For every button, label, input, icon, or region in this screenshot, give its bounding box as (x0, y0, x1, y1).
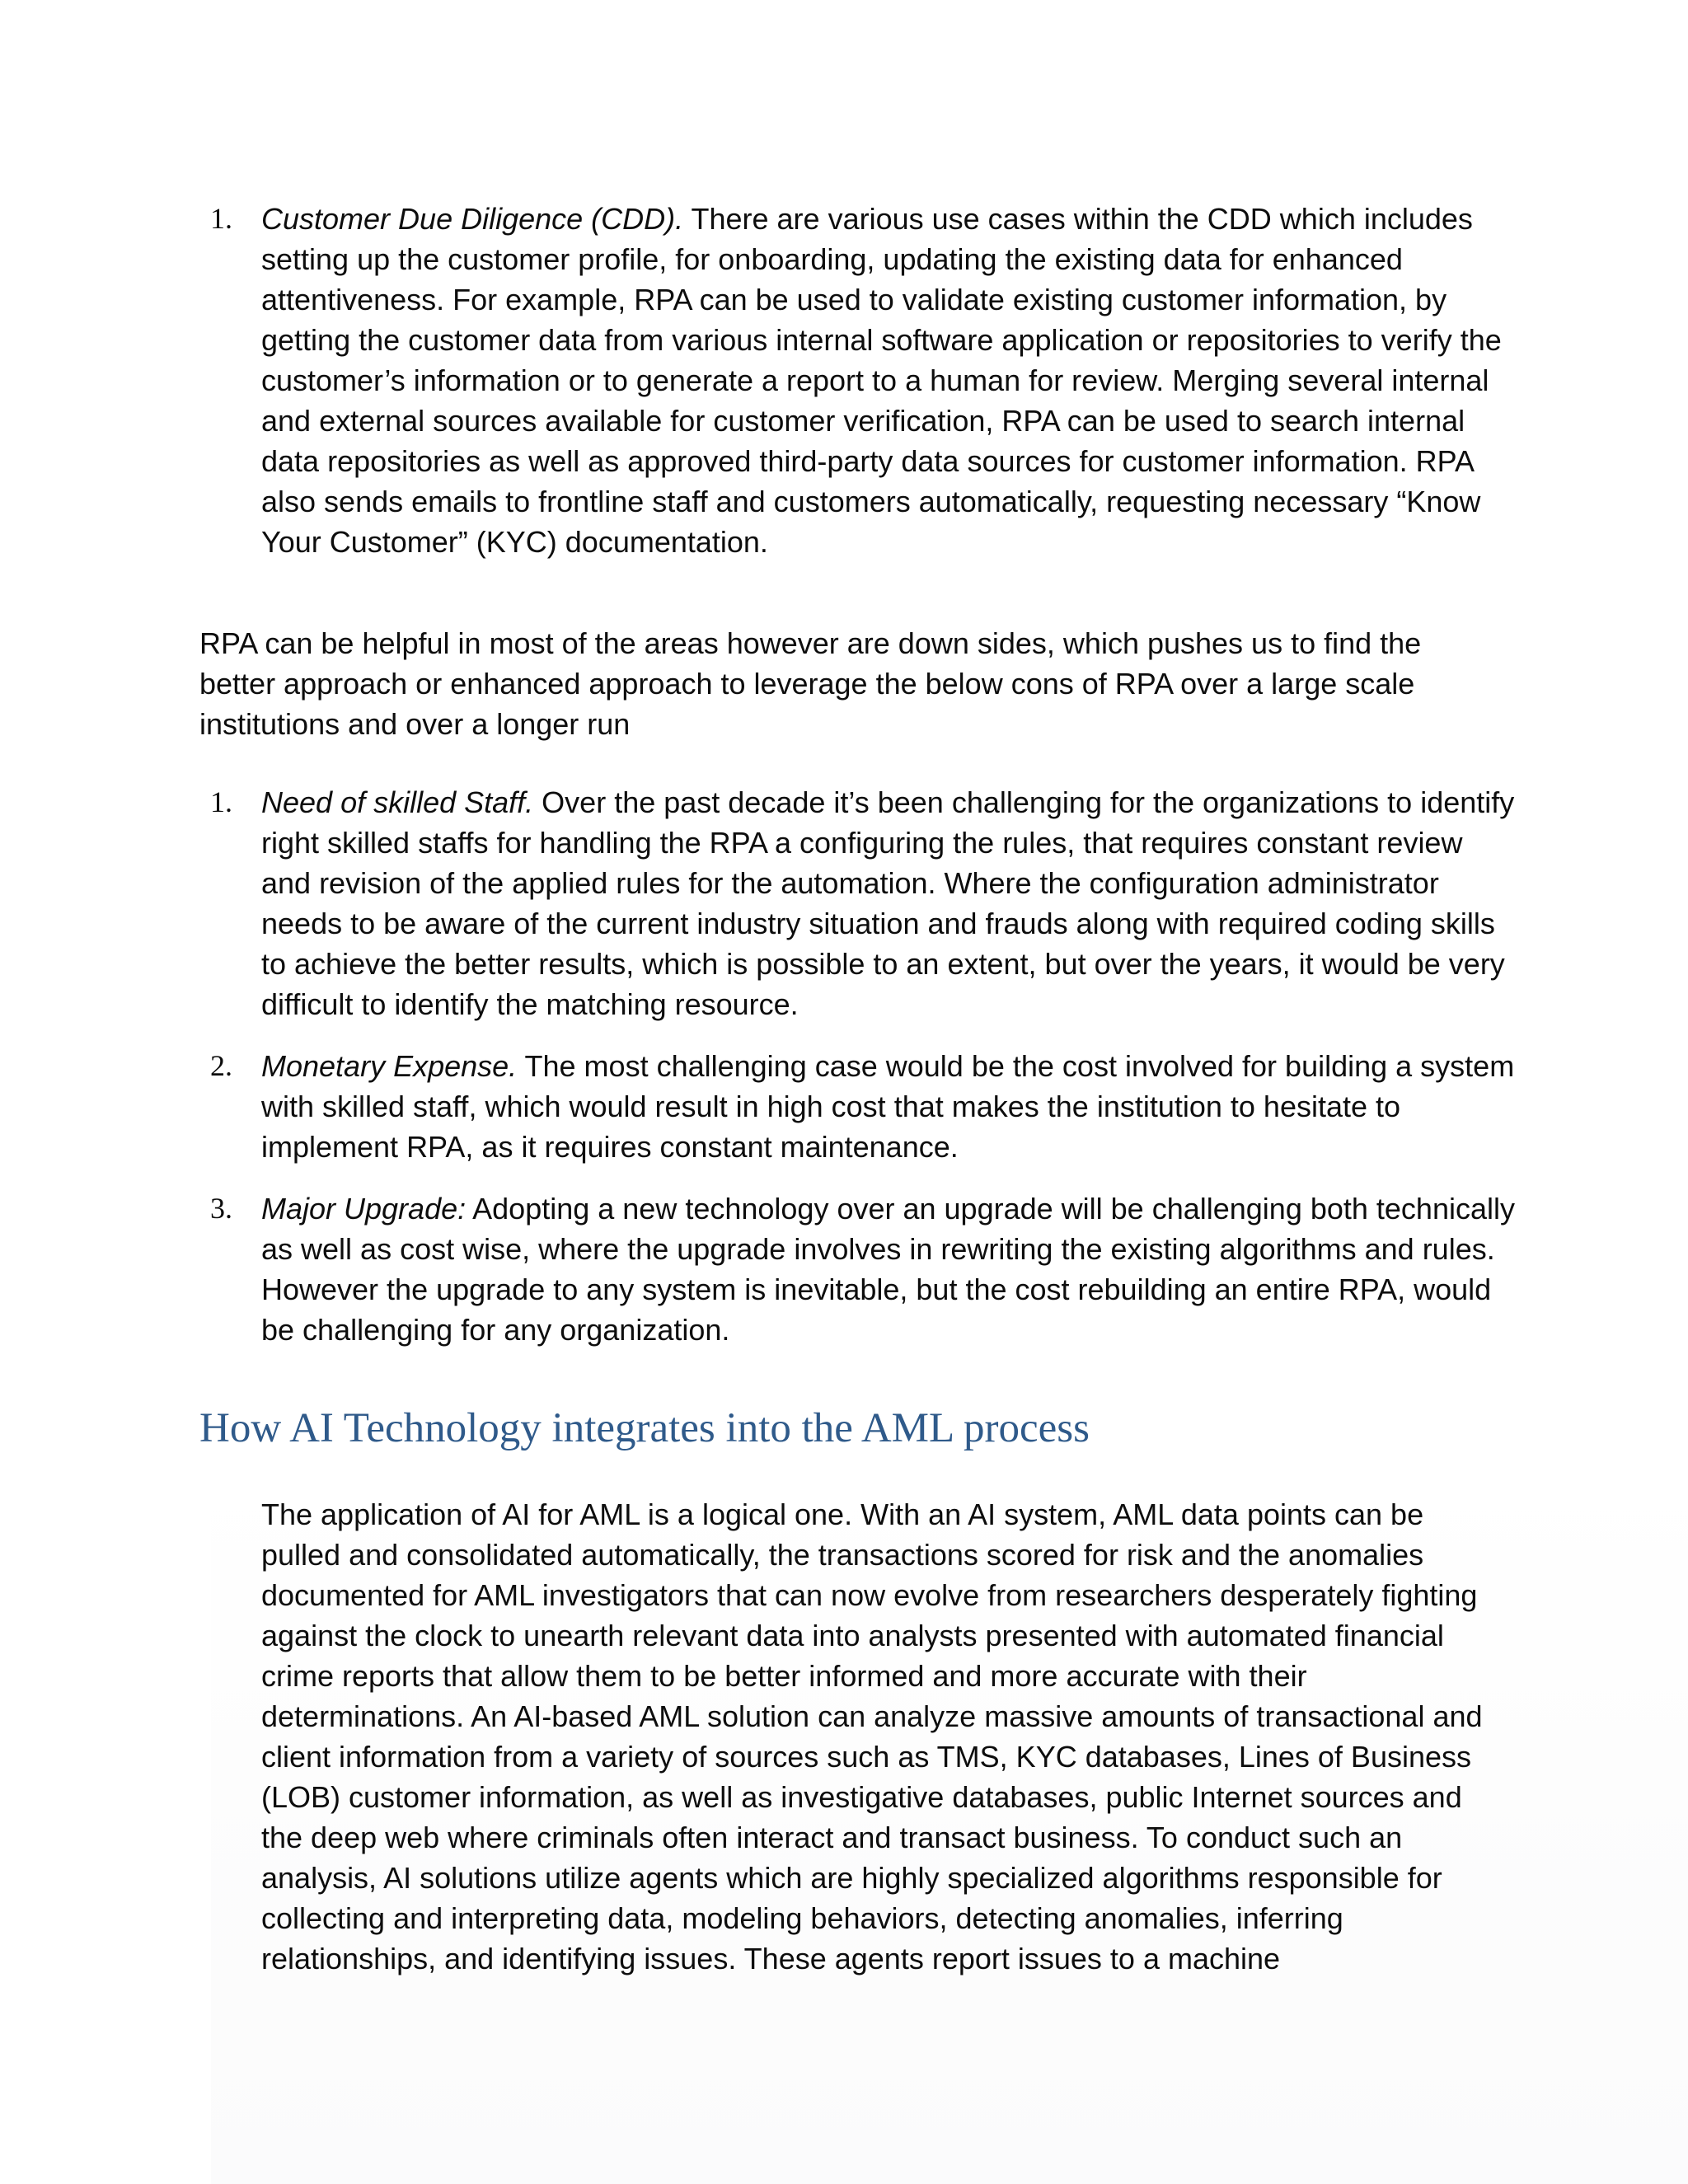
list-item-term: Monetary Expense. (261, 1049, 518, 1083)
list-item-text: There are various use cases within the CDD which includes setting up the customer profile, for onboarding, updating the existing data for enhanced attentiveness. For example, RPA can be used to validate existing customer information, by getting the customer data from various internal software application or repositories to verify the customer’s information or to generate a report to a human for review. Merging several internal and external sources available for customer verification, RPA can be used to search internal data repositories as well as approved third-party data sources for customer information. RPA also sends emails to frontline staff and customers automatically, requesting necessary “Know Your Customer” (KYC) documentation. (261, 202, 1502, 559)
list-item (200, 1188, 1519, 1350)
list-item-text: The most challenging case would be the cost involved for building a system with skilled staff, which would result in high cost that makes the institution to hesitate to implement RPA, as it requires constant maintenance. (261, 1049, 1515, 1164)
list-item-term: Need of skilled Staff. (261, 785, 534, 819)
list-item-text: Over the past decade it’s been challenging for the organizations to identify right skilled staffs for handling the RPA a configuring the rules, that requires constant review and revision of the applied rules for the automation. Where the configuration administrator needs to be aware of the current industry situation and frauds along with required coding skills to achieve the better results, which is possible to an extent, but over the years, it would be very difficult to identify the matching resource. (261, 785, 1515, 1021)
section-heading: How AI Technology integrates into the AML process (199, 1405, 1090, 1451)
list-number: 1. (210, 202, 232, 235)
cons-list (200, 782, 1519, 1371)
list-item (200, 199, 1519, 562)
list-item-term: Customer Due Diligence (CDD). (261, 202, 684, 236)
list-number: 1. (210, 785, 232, 818)
list-item-term: Major Upgrade: (261, 1192, 467, 1226)
list-item-text: Adopting a new technology over an upgrade will be challenging both technically as well as cost wise, where the upgrade involves in rewriting the existing algorithms and rules. However the upgrade to any system is inevitable, but the cost rebuilding an entire RPA, would be challenging for any organization. (261, 1192, 1515, 1347)
list-item (200, 1046, 1519, 1167)
cdd-list (200, 199, 1519, 562)
list-number: 2. (210, 1049, 232, 1082)
list-item (200, 782, 1519, 1024)
list-number: 3. (210, 1192, 232, 1225)
intro-paragraph: RPA can be helpful in most of the areas however are down sides, which pushes us to find the better approach or enhanced approach to leverage the below cons of RPA over a large scale institutions and over a longer run (199, 626, 1422, 741)
ai-paragraph: The application of AI for AML is a logical one. With an AI system, AML data points can be pulled and consolidated automatically, the transactions scored for risk and the anomalies documented for AML investigators that can now evolve from researchers desperately fighting against the clock to unearth relevant data into analysts presented with automated financial crime reports that allow them to be better informed and more accurate with their determinations. An AI-based AML solution can analyze massive amounts of transactional and client information from a variety of sources such as TMS, KYC databases, Lines of Business (LOB) customer information, as well as investigative databases, public Internet sources and the deep web where criminals often interact and transact business. To conduct such an analysis, AI solutions utilize agents which are highly specialized algorithms responsible for collecting and interpreting data, modeling behaviors, detecting anomalies, inferring relationships, and identifying issues. These agents report issues to a machine (261, 1497, 1483, 1975)
